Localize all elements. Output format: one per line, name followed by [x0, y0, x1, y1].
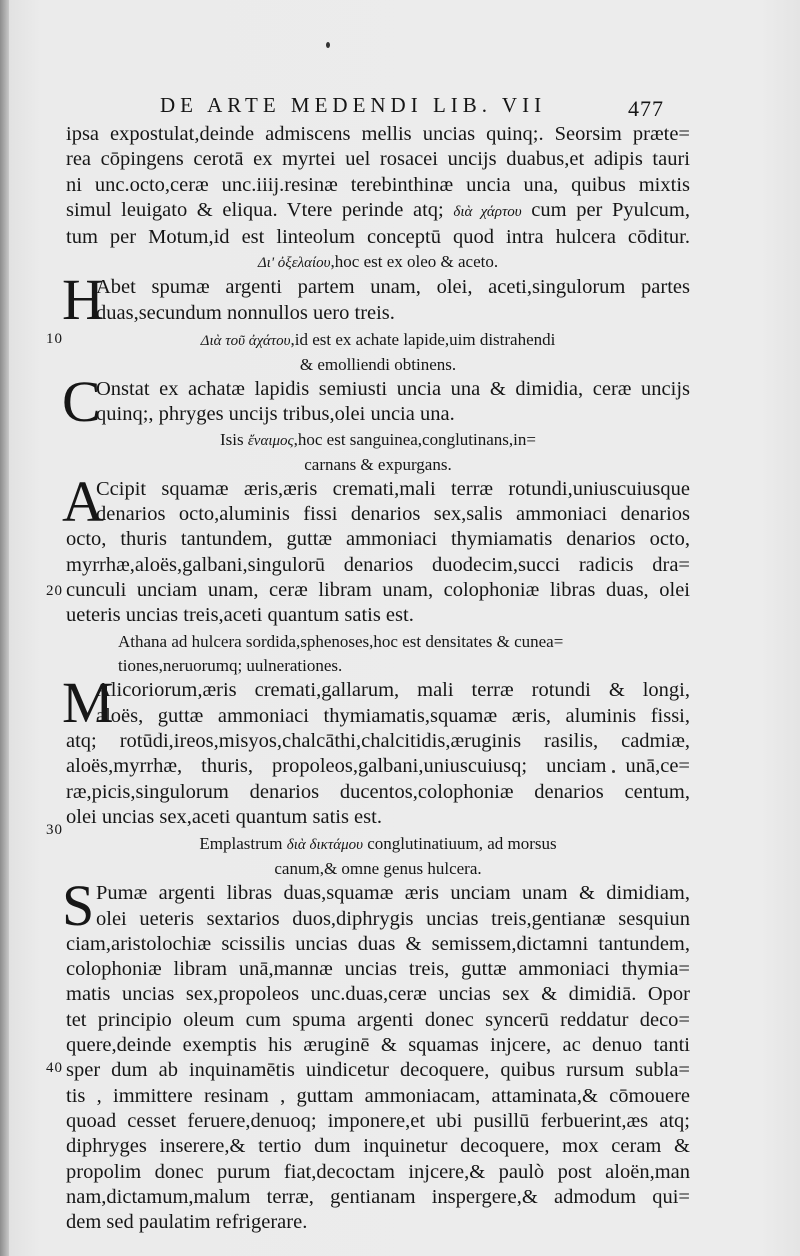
text-line: olei ueteris sextarios duos,diphrygis uncias treis,gentianæ sesquiun	[96, 907, 690, 930]
greek-term: ἔναιμος	[247, 432, 294, 449]
page-number: 477	[628, 96, 664, 121]
heading-text: ,hoc est sanguinea,conglutinans,in=	[293, 429, 536, 449]
text-line: Abet spumæ argenti partem unam, olei, aceti,singulorum partes	[96, 276, 690, 299]
text-line: ni unc.octo,ceræ unc.iiij.resinæ terebinthinæ uncia una, quibus mixtis	[66, 173, 690, 196]
text-line: quinq;, phryges uncijs tribus,olei uncia una.	[96, 403, 455, 426]
text-line: colophoniæ libram unā,mannæ uncias treis, guttæ ammoniaci thymia=	[66, 958, 690, 981]
heading-text: Isis	[220, 429, 248, 449]
text-line: aloës,myrrhæ, thuris, propoleos,galbani,uniuscuiusq; unciam unā,ce=	[66, 755, 690, 778]
text-line: tum per Motum,id est linteolum conceptū quod intra hulcera cōditur.	[66, 226, 690, 249]
recipe-paragraph	[62, 267, 690, 333]
heading-text: Emplastrum	[199, 834, 287, 854]
text-line: propolim donec purum fiat,decoctam injcere,& paulò post aloën,man	[66, 1160, 690, 1183]
drop-cap: S	[62, 873, 95, 939]
text-line: cunculi unciam unam, ceræ libram unam, colophoniæ libras duas, olei	[66, 578, 690, 601]
text-line: sper dum ab inquinamētis uindicetur decoquere, quibus rursum subla=	[66, 1059, 690, 1082]
recipe-heading	[66, 832, 690, 857]
text-line: Onstat ex achatæ lapidis semiusti uncia una & dimidia, ceræ uncijs	[96, 378, 690, 401]
greek-term: διὰ δικτάμου	[286, 837, 364, 854]
recipe-heading: carnans & expurgans.	[304, 454, 452, 474]
text-line: myrrhæ,aloës,galbani,singulorū denarios duodecim,succi radicis dra=	[66, 553, 690, 576]
text-line: quere,deinde exemptis his æruginē & squamas injcere, ac denuo tanti	[66, 1034, 690, 1057]
greek-term: διὰ χάρτου	[453, 203, 522, 220]
text-line: Ccipit squamæ æris,æris cremati,mali terræ rotundi,uniuscuiusque	[96, 477, 690, 500]
recipe-paragraph	[62, 670, 690, 830]
running-head: DE ARTE MEDENDI LIB. VII	[160, 93, 547, 117]
drop-cap: C	[62, 369, 101, 435]
recipe-heading: canum,& omne genus hulcera.	[274, 859, 482, 879]
margin-line-number: 30	[46, 822, 63, 838]
recipe-heading	[66, 250, 690, 275]
text-line: ciam,aristolochiæ scissilis uncias duas & semissem,dictamni tantundem,	[66, 932, 690, 955]
drop-cap: H	[62, 267, 104, 333]
body-text	[62, 122, 690, 1235]
text-line: tet principio oleum cum spuma argenti donec syncerū reddatur deco=	[66, 1008, 690, 1031]
text-line: olei uncias sex,aceti quantum satis est.	[66, 805, 382, 828]
text-line: matis uncias sex,propoleos unc.duas,ceræ uncias sex & dimidiā. Opor	[66, 983, 690, 1006]
text-line: ipsa expostulat,deinde admiscens mellis uncias quinq;. Seorsim præte=	[66, 123, 690, 145]
text-line: nam,dictamum,malum terræ, gentianam inspergere,& admodum qui=	[66, 1185, 690, 1208]
heading-text: ,hoc est ex oleo & aceto.	[330, 252, 499, 272]
text-line: rea cōpingens cerotā ex myrtei uel rosacei uncijs duabus,et adipis tauri	[66, 148, 690, 171]
heading-text: conglutinatiuum, ad morsus	[363, 834, 557, 854]
heading-text: ,id est ex achate lapide,uim distrahendi	[290, 330, 556, 350]
drop-cap: A	[62, 468, 104, 534]
page-gutter-shadow	[0, 0, 9, 1256]
recipe-paragraph	[62, 873, 690, 1235]
recipe-heading: Athana ad hulcera sordida,sphenoses,hoc est densitates & cunea=	[118, 632, 564, 652]
text-line: Pumæ argenti libras duas,squamæ æris unciam unam & dimidiam,	[96, 882, 690, 905]
text-fragment: cum per Pyulcum,	[521, 198, 690, 221]
text-line: ræ,picis,singulorum denarios ducentos,colophoniæ denarios centum,	[66, 780, 690, 803]
recipe-heading	[66, 428, 690, 453]
text-line: dem sed paulatim refrigerare.	[66, 1211, 308, 1234]
text-line: denarios octo,aluminis fissi denarios sex,salis ammoniaci denarios	[96, 502, 690, 525]
margin-line-number: 40	[46, 1060, 63, 1076]
margin-line-number: 20	[46, 583, 63, 599]
text-line: octo, thuris tantundem, guttæ ammoniaci thymiamatis denarios octo,	[66, 528, 690, 551]
recipe-heading: & emolliendi obtinens.	[299, 355, 457, 375]
recipe-heading	[66, 328, 690, 353]
text-line: diphryges inserere,& tertio dum inquinetur decoquere, mox ceram &	[66, 1135, 690, 1158]
greek-term: Διὰ τοῦ ἀχάτου	[200, 333, 291, 350]
drop-cap: M	[62, 670, 114, 736]
text-line: atq; rotūdi,ireos,misyos,chalcāthi,chalcitidis,æruginis rasilis, cadmiæ,	[66, 730, 690, 753]
text-line: quoad cesset feruere,denuoq; imponere,et ubi pusillū ferbuerint,æs atq;	[66, 1109, 690, 1132]
text-fragment: simul leuigato & eliqua. Vtere perinde atq;	[66, 198, 454, 221]
recipe-heading: tiones,neruorumq; uulnerationes.	[118, 656, 343, 676]
text-line: aloës, guttæ ammoniaci thymiamatis,squamæ æris, aluminis fissi,	[96, 704, 690, 727]
text-line: duas,secundum nonnullos uero treis.	[96, 301, 395, 324]
text-line	[66, 198, 690, 225]
text-line: Alicoriorum,æris cremati,gallarum, mali terræ rotundi & longi,	[96, 679, 690, 702]
greek-term: Δι' ὀξελαίου	[257, 255, 331, 272]
margin-line-number: 10	[46, 331, 63, 347]
text-line: tis , immittere resinam , guttam ammoniacam, attaminata,& cōmouere	[66, 1084, 690, 1107]
recipe-paragraph	[62, 369, 690, 435]
recipe-paragraph	[62, 468, 690, 629]
ink-speck	[326, 42, 330, 48]
text-line: ueteris uncias treis,aceti quantum satis est.	[66, 604, 414, 627]
